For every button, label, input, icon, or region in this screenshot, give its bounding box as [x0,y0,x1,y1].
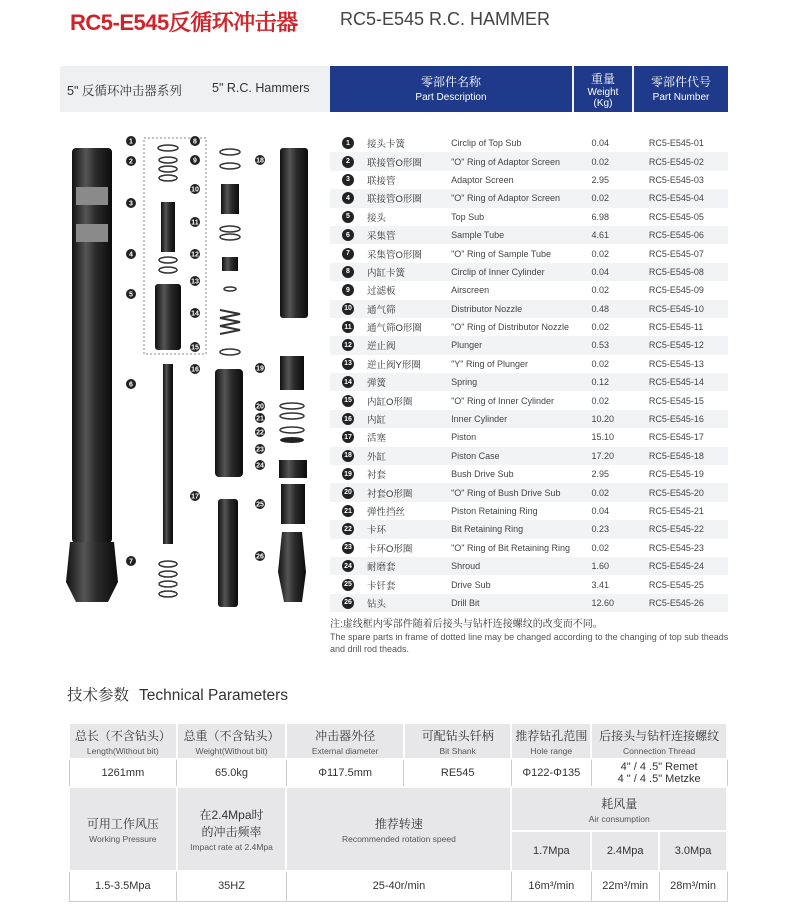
part-number-badge: 13 [342,358,354,370]
part-number-badge: 19 [342,468,354,480]
air-pressure-2: 2.4Mpa [591,831,659,871]
part-number-badge: 21 [342,505,354,517]
part-name-en: Airscreen [451,285,490,296]
rotation-header: 推荐转速 Recommended rotation speed [286,787,511,871]
callout-14: 14 [191,310,199,318]
callout-3: 3 [129,200,133,208]
callout-22: 22 [256,429,264,437]
thread-value [591,759,727,787]
tech-header-5: 后接头与钻杆连接螺纹 Connection Thread [591,723,727,759]
part-name-en: "O" Ring of Sample Tube [451,248,552,259]
part-code: RC5-E545-18 [648,450,704,461]
part-code: RC5-E545-01 [648,138,704,149]
callout-2: 2 [129,158,133,166]
part-name-en: "O" Ring of Adaptor Screen [451,193,561,204]
part-number-badge: 3 [342,174,354,186]
callout-1: 1 [129,138,133,146]
tech-value-1: 65.0kg [177,759,287,787]
part-weight: 2.95 [591,469,610,480]
part-number-badge: 25 [342,579,354,591]
part-name-cn: 接头 [367,212,387,224]
parts-row [330,152,728,170]
callout-25: 25 [256,501,264,509]
part-weight: 0.02 [591,358,610,369]
part-name-cn: 联接管O形圈 [367,194,422,206]
column-weight-unit: (Kg) [593,98,613,109]
part-name-cn: 内缸O形圈 [367,396,413,408]
part-weight: 6.98 [591,211,610,222]
part-code: RC5-E545-06 [648,230,704,241]
part-name-cn: 钻头 [367,598,387,610]
callout-7: 7 [129,558,133,566]
air-header: 耗风量 Air consumption [511,787,727,831]
callout-21: 21 [256,415,264,423]
callout-8: 8 [193,138,197,146]
callout-18: 18 [256,157,264,165]
part-weight: 0.04 [591,506,610,516]
hammer-band-lower [76,224,108,242]
callout-5: 5 [129,291,133,299]
parts-row [330,483,728,501]
column-weight-cn: 重量 [590,72,615,86]
tech-value-4: Φ122-Φ135 [511,759,591,787]
part-code: RC5-E545-26 [648,597,704,608]
part-name-cn: 逆止阀Y形圈 [367,359,421,371]
air-value-3: 28m³/min [659,871,727,901]
parts-row [330,336,728,354]
part-code: RC5-E545-02 [648,156,704,167]
part-weight: 0.12 [591,377,610,388]
parts-row [330,410,728,428]
parts-row [330,557,728,575]
parts-row [330,208,728,226]
part-name-en: Adaptor Screen [451,174,514,185]
callout-24: 24 [256,462,264,470]
series-label-en: 5" R.C. Hammers [212,81,310,95]
parts-row [330,575,728,593]
column-desc-en: Part Description [415,92,487,103]
part-number-badge: 7 [342,248,354,260]
part-weight: 0.02 [591,487,610,498]
part-name-en: Bit Retaining Ring [451,524,524,535]
part-weight: 15.10 [591,432,615,443]
part-weight: 0.02 [591,542,610,553]
thread-metzke: 4 " / 4 .5" Metzke [617,773,701,785]
column-header-weight [574,66,632,112]
part-number-badge: 24 [342,560,354,572]
parts-row [330,134,728,152]
part-number-badge: 1 [342,137,354,149]
part-name-en: "O" Ring of Distributor Nozzle [451,322,569,333]
part-code: RC5-E545-03 [648,174,704,185]
part-number-badge: 8 [342,266,354,278]
tech-header-2: 冲击器外径 External diameter [286,723,404,759]
part-weight: 0.02 [591,395,610,406]
part-name-en: Spring [451,377,478,388]
callout-16: 16 [191,366,199,374]
tech-header-1: 总重（不含钻头） Weight(Without bit) [177,723,287,759]
part-name-cn: 弹簧 [367,378,387,390]
parts-row [330,300,728,318]
column-header-part-number [634,66,728,112]
footnote-cn: 注:虚线框内零部件随着后接头与钻杆连接螺纹的改变而不同。 [330,619,603,630]
part-weight: 0.02 [591,193,610,204]
part-weight: 0.02 [591,285,610,296]
tech-header-0: 总长（不含钻头） Length(Without bit) [69,723,177,759]
part-number-badge: 6 [342,229,354,241]
callout-4: 4 [129,251,133,259]
tech-params-title [67,683,288,705]
part-number-badge: 22 [342,523,354,535]
column-weight-en: Weight [587,87,619,98]
part-weight: 0.53 [591,340,610,351]
air-value-1: 16m³/min [511,871,591,901]
part-code: RC5-E545-05 [648,211,704,222]
part-number-badge: 18 [342,450,354,462]
column-header-description [330,66,572,112]
part-name-en: Sample Tube [451,230,505,241]
part-name-cn: 接头卡簧 [367,139,406,151]
parts-row [330,520,728,538]
callout-13: 13 [191,278,199,286]
footnote-en: The spare parts in frame of dotted line may be changed according to the changing of top sub theads and drill rod theads. [330,632,729,654]
callout-20: 20 [256,403,264,411]
part-name-en: Inner Cylinder [451,414,508,425]
part-weight: 0.02 [591,248,610,259]
part-name-en: Piston [451,432,477,443]
column-pn-en: Part Number [652,92,710,103]
parts-row [330,428,728,446]
page-title-cn: RC5-E545反循环冲击器 [70,10,298,35]
part-number-badge: 2 [342,156,354,168]
part-name-en: Top Sub [451,211,485,222]
part-code: RC5-E545-17 [648,432,704,443]
part-name-cn: 耐磨套 [367,562,396,574]
parts-row [330,465,728,483]
tech-title-cn: 技术参数 [67,687,130,704]
part-code: RC5-E545-12 [648,340,704,351]
parts-row [330,318,728,336]
part-name-cn: 联接管O形圈 [367,157,422,169]
part-weight: 2.95 [591,174,610,185]
hammer-exploded-drawing [62,132,327,612]
part-weight: 0.02 [591,322,610,333]
part-code: RC5-E545-20 [648,487,704,498]
parts-row [330,281,728,299]
callout-12: 12 [191,251,199,259]
part-weight: 12.60 [591,597,615,608]
part-name-cn: 卡钎套 [367,580,396,592]
part-weight: 4.61 [591,230,610,241]
callout-10: 10 [191,186,199,194]
tech-params-table [68,722,728,902]
part-name-en: "Y" Ring of Plunger [451,358,528,369]
page-title-en: RC5-E545 R.C. HAMMER [340,9,551,29]
pressure-header: 可用工作风压 Working Pressure [69,787,177,871]
part-weight: 17.20 [591,450,615,461]
pressure-value: 1.5-3.5Mpa [69,871,177,901]
part-name-en: Circlip of Inner Cylinder [451,266,545,277]
part-weight: 3.41 [591,579,610,590]
part-number-badge: 20 [342,487,354,499]
part-name-cn: 通气筛 [367,304,396,316]
callout-26: 26 [256,553,264,561]
footnote [330,619,730,655]
series-label-cn: 5" 反循环冲击器系列 [67,84,182,98]
part-number-badge: 14 [342,376,354,388]
part-code: RC5-E545-25 [648,579,704,590]
part-code: RC5-E545-08 [648,266,704,277]
part-name-en: "O" Ring of Inner Cylinder [451,395,554,406]
parts-row [330,244,728,262]
part-name-en: Shroud [451,561,481,572]
part-number-badge: 26 [342,597,354,609]
hammer-band-upper [76,187,108,205]
parts-row [330,226,728,244]
tech-header-3: 可配钻头钎柄 Bit Shank [404,723,512,759]
part-name-cn: 通气筛O形圈 [367,323,422,335]
part-name-cn: 采集管 [367,231,396,243]
part-code: RC5-E545-14 [648,377,704,388]
part-name-en: Bush Drive Sub [451,469,514,480]
part-name-en: Plunger [451,340,483,351]
callout-6: 6 [129,381,133,389]
parts-row [330,447,728,465]
parts-row [330,594,728,612]
part-name-cn: 活塞 [367,433,387,445]
parts-row [330,171,728,189]
part-code: RC5-E545-15 [648,395,704,406]
part-number-badge: 5 [342,211,354,223]
part-number-badge: 4 [342,192,354,204]
assembled-bit [66,542,118,602]
air-pressure-1: 1.7Mpa [511,831,591,871]
callout-11: 11 [191,219,199,227]
part-name-en: Distributor Nozzle [451,303,523,314]
part-name-cn: 卡环 [367,525,387,537]
part-weight: 0.04 [591,266,610,277]
part-code: RC5-E545-19 [648,469,704,480]
part-number-badge: 11 [342,321,354,333]
part-name-en: Drill Bit [451,597,480,608]
part-code: RC5-E545-16 [648,414,704,425]
callout-19: 19 [256,365,264,373]
part-number-badge: 15 [342,395,354,407]
part-weight: 0.04 [591,138,610,149]
callout-15: 15 [191,344,199,352]
part-name-cn: 联接管 [367,175,396,187]
parts-row [330,189,728,207]
part-name-cn: 卡环O形圈 [367,543,413,555]
part-number-badge: 17 [342,431,354,443]
thread-remet: 4" / 4 .5" Remet [620,761,698,773]
part-name-cn: 逆止阀 [367,341,396,353]
part-code: RC5-E545-13 [648,358,704,369]
column-pn-cn: 零部件代号 [650,75,711,89]
part-code: RC5-E545-07 [648,248,704,259]
impact-value: 35HZ [177,871,287,901]
air-value-2: 22m³/min [591,871,659,901]
part-name-cn: 外缸 [367,451,387,463]
part-code: RC5-E545-09 [648,285,704,296]
part-name-en: Drive Sub [451,579,491,590]
part-name-cn: 内缸卡簧 [367,267,406,279]
tech-value-2: Φ117.5mm [286,759,404,787]
callout-labels [126,136,265,566]
impact-header: 在2.4Mpa时 的冲击频率 Impact rate at 2.4Mpa [177,787,287,871]
part-name-cn: 弹性挡丝 [367,507,406,518]
parts-row [330,373,728,391]
part-code: RC5-E545-04 [648,193,704,204]
parts-row [330,355,728,373]
part-weight: 0.48 [591,303,610,314]
part-code: RC5-E545-24 [648,561,704,572]
part-code: RC5-E545-10 [648,303,704,314]
part-number-badge: 23 [342,542,354,554]
parts-row [330,391,728,409]
part-code: RC5-E545-11 [648,322,704,333]
part-code: RC5-E545-21 [648,506,704,516]
callout-17: 17 [191,493,199,501]
rotation-value: 25-40r/min [286,871,511,901]
part-number-badge: 9 [342,284,354,296]
part-name-cn: 过滤板 [367,286,396,298]
part-number-badge: 10 [342,303,354,315]
part-name-en: Circlip of Top Sub [451,138,522,149]
part-name-cn: 衬套 [367,470,387,482]
parts-row [330,263,728,281]
part-weight: 0.02 [591,156,610,167]
part-name-cn: 衬套O形圈 [367,488,413,500]
callout-9: 9 [193,157,197,165]
part-weight: 1.60 [591,561,610,572]
parts-row [330,539,728,557]
part-number-badge: 16 [342,413,354,425]
tech-header-4: 推荐钻孔范围 Hole range [511,723,591,759]
part-weight: 0.23 [591,524,610,535]
part-name-en: "O" Ring of Adaptor Screen [451,156,561,167]
part-name-cn: 采集管O形圈 [367,249,422,261]
tech-value-0: 1261mm [69,759,177,787]
part-name-en: "O" Ring of Bit Retaining Ring [451,542,571,553]
tech-value-3: RE545 [404,759,512,787]
part-name-en: Piston Retaining Ring [451,506,538,516]
tech-title-en: Technical Parameters [139,687,289,704]
callout-23: 23 [256,446,264,454]
assembled-hammer [72,148,112,543]
part-number-badge: 12 [342,339,354,351]
part-code: RC5-E545-22 [648,524,704,535]
part-name-en: Piston Case [451,450,500,461]
part-code: RC5-E545-23 [648,542,704,553]
air-pressure-3: 3.0Mpa [659,831,727,871]
part-name-en: "O" Ring of Bush Drive Sub [451,487,561,498]
part-name-cn: 内缸 [367,415,387,427]
parts-list [330,134,728,612]
part-weight: 10.20 [591,414,615,425]
parts-row [330,502,728,520]
column-desc-cn: 零部件名称 [420,75,481,89]
